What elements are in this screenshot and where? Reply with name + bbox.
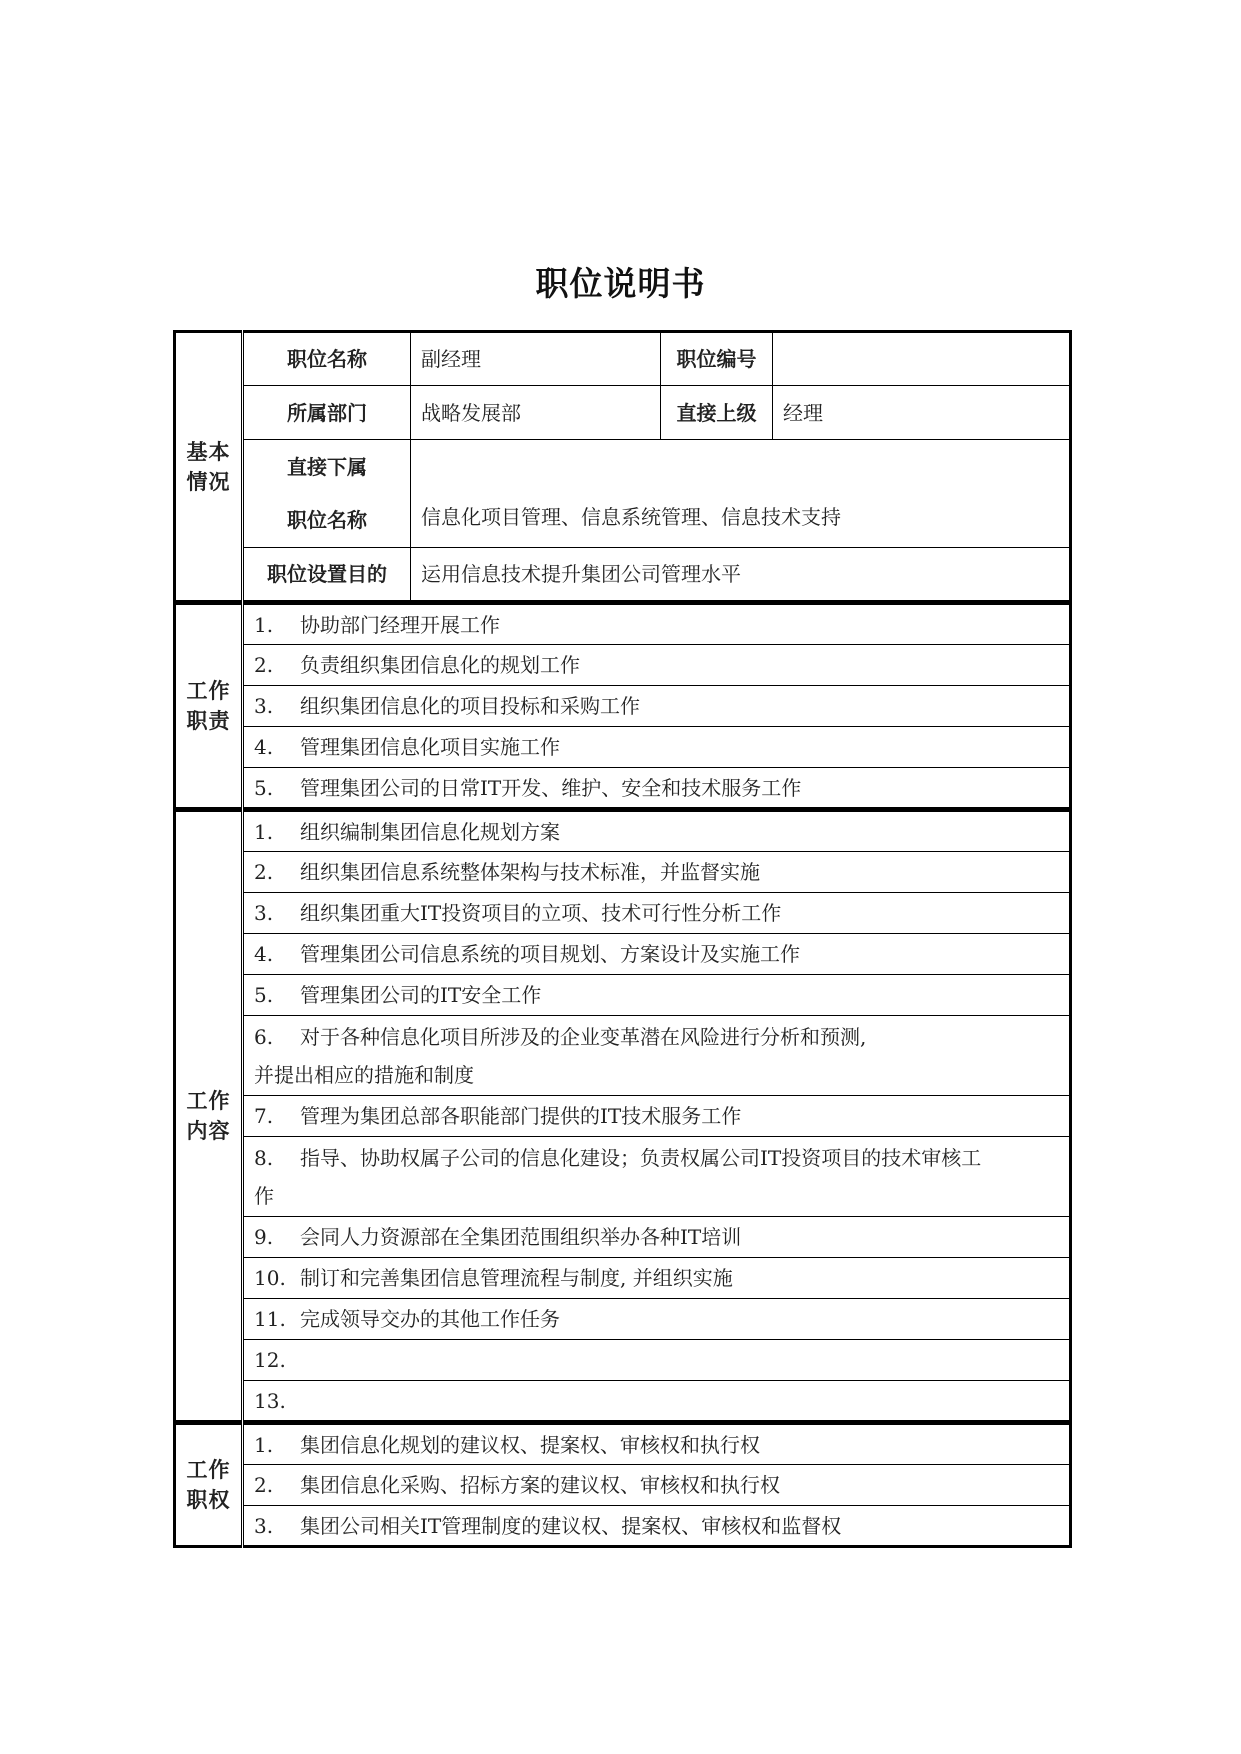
item-text: 管理集团公司信息系统的项目规划、方案设计及实施工作 (300, 942, 800, 966)
position-code-value (773, 332, 1071, 386)
list-item (175, 893, 1071, 934)
item-number: 8. (254, 1145, 274, 1170)
job-description-table (173, 330, 1069, 1548)
category-authority: 工作职权 (175, 1424, 243, 1547)
item-text: 协助部门经理开展工作 (300, 612, 500, 637)
item-number: 1. (254, 819, 274, 844)
list-item (175, 1258, 1071, 1299)
subordinate-position-label: 职位名称 (243, 494, 411, 548)
item-cell (243, 727, 1071, 768)
supervisor-value: 经理 (773, 386, 1071, 440)
item-cell (243, 811, 1071, 852)
item-text: 制订和完善集团信息管理流程与制度, 并组织实施 (300, 1266, 733, 1290)
item-text: 组织集团信息系统整体架构与技术标准，并监督实施 (300, 860, 760, 884)
item-cell (243, 1096, 1071, 1137)
list-item (175, 1340, 1071, 1381)
category-duties: 工作职责 (175, 604, 243, 809)
item-number: 11. (254, 1307, 286, 1331)
list-item (175, 1016, 1071, 1096)
category-basic: 基本情况 (175, 332, 243, 602)
item-text: 完成领导交办的其他工作任务 (300, 1307, 560, 1331)
list-item (175, 1465, 1071, 1506)
supervisor-label: 直接上级 (661, 386, 773, 440)
list-item (175, 934, 1071, 975)
list-item (175, 852, 1071, 893)
item-number: 4. (254, 942, 274, 966)
item-cell (243, 1465, 1071, 1506)
item-number: 3. (254, 694, 274, 718)
item-text: 组织集团信息化的项目投标和采购工作 (300, 694, 640, 718)
list-item (175, 1299, 1071, 1340)
item-cell (243, 1424, 1071, 1465)
list-item (175, 768, 1071, 809)
item-cell (243, 893, 1071, 934)
item-number: 3. (254, 901, 274, 925)
category-content: 工作内容 (175, 811, 243, 1422)
section-basic (173, 330, 1072, 603)
list-item (175, 1137, 1071, 1217)
item-number: 1. (254, 612, 274, 637)
item-cell (243, 768, 1071, 809)
item-cell (243, 1258, 1071, 1299)
item-text: 集团信息化规划的建议权、提案权、审核权和执行权 (300, 1432, 760, 1457)
item-number: 12. (254, 1348, 286, 1372)
section-content (173, 809, 1072, 1423)
item-number: 2. (254, 653, 274, 677)
item-number: 4. (254, 735, 274, 759)
item-number: 6. (254, 1024, 274, 1049)
item-cell (243, 1381, 1071, 1422)
list-item (175, 727, 1071, 768)
list-item (175, 1424, 1071, 1465)
item-text: 管理集团公司的IT安全工作 (300, 983, 542, 1007)
item-text: 管理集团公司的日常IT开发、维护、安全和技术服务工作 (300, 775, 802, 800)
list-item (175, 1096, 1071, 1137)
item-number: 5. (254, 983, 274, 1007)
item-text-continued: 并提出相应的措施和制度 (254, 1062, 474, 1087)
item-number: 1. (254, 1432, 274, 1457)
list-item (175, 645, 1071, 686)
position-code-label: 职位编号 (661, 332, 773, 386)
item-number: 2. (254, 860, 274, 884)
item-cell (243, 975, 1071, 1016)
item-cell (243, 934, 1071, 975)
item-text: 管理集团信息化项目实施工作 (300, 735, 560, 759)
item-text: 会同人力资源部在全集团范围组织举办各种IT培训 (300, 1225, 742, 1249)
list-item (175, 1506, 1071, 1547)
item-text: 集团信息化采购、招标方案的建议权、审核权和执行权 (300, 1473, 780, 1497)
item-number: 3. (254, 1513, 274, 1538)
department-label: 所属部门 (243, 386, 411, 440)
purpose-value: 运用信息技术提升集团公司管理水平 (411, 548, 1071, 602)
item-cell (243, 604, 1071, 645)
item-number: 5. (254, 775, 274, 800)
item-cell (243, 1340, 1071, 1381)
item-text: 组织编制集团信息化规划方案 (300, 819, 560, 844)
position-name-label: 职位名称 (243, 332, 411, 386)
subordinate-value: 信息化项目管理、信息系统管理、信息技术支持 (411, 440, 1071, 548)
subordinate-label: 直接下属 (243, 440, 411, 494)
item-number: 10. (254, 1266, 286, 1290)
section-duties (173, 602, 1072, 810)
item-text: 集团公司相关IT管理制度的建议权、提案权、审核权和监督权 (300, 1513, 842, 1538)
position-name-value: 副经理 (411, 332, 661, 386)
item-cell (243, 645, 1071, 686)
item-text: 对于各种信息化项目所涉及的企业变革潜在风险进行分析和预测, (300, 1024, 867, 1049)
item-number: 9. (254, 1225, 274, 1249)
item-number: 2. (254, 1473, 274, 1497)
item-cell (243, 1016, 1071, 1096)
item-cell (243, 686, 1071, 727)
department-value: 战略发展部 (411, 386, 661, 440)
item-number: 13. (254, 1388, 286, 1413)
item-cell (243, 1137, 1071, 1217)
list-item (175, 811, 1071, 852)
list-item (175, 975, 1071, 1016)
purpose-label: 职位设置目的 (243, 548, 411, 602)
item-text: 负责组织集团信息化的规划工作 (300, 653, 580, 677)
list-item (175, 686, 1071, 727)
list-item (175, 1381, 1071, 1422)
item-text: 管理为集团总部各职能部门提供的IT技术服务工作 (300, 1104, 742, 1128)
item-cell (243, 852, 1071, 893)
list-item (175, 1217, 1071, 1258)
document-title: 职位说明书 (535, 264, 706, 303)
section-authority (173, 1422, 1072, 1548)
item-cell (243, 1299, 1071, 1340)
item-text: 指导、协助权属子公司的信息化建设；负责权属公司IT投资项目的技术审核工 (300, 1145, 982, 1170)
item-cell (243, 1217, 1071, 1258)
item-text: 组织集团重大IT投资项目的立项、技术可行性分析工作 (300, 901, 782, 925)
item-number: 7. (254, 1104, 274, 1128)
item-text-continued: 作 (254, 1183, 274, 1208)
item-cell (243, 1506, 1071, 1547)
list-item (175, 604, 1071, 645)
